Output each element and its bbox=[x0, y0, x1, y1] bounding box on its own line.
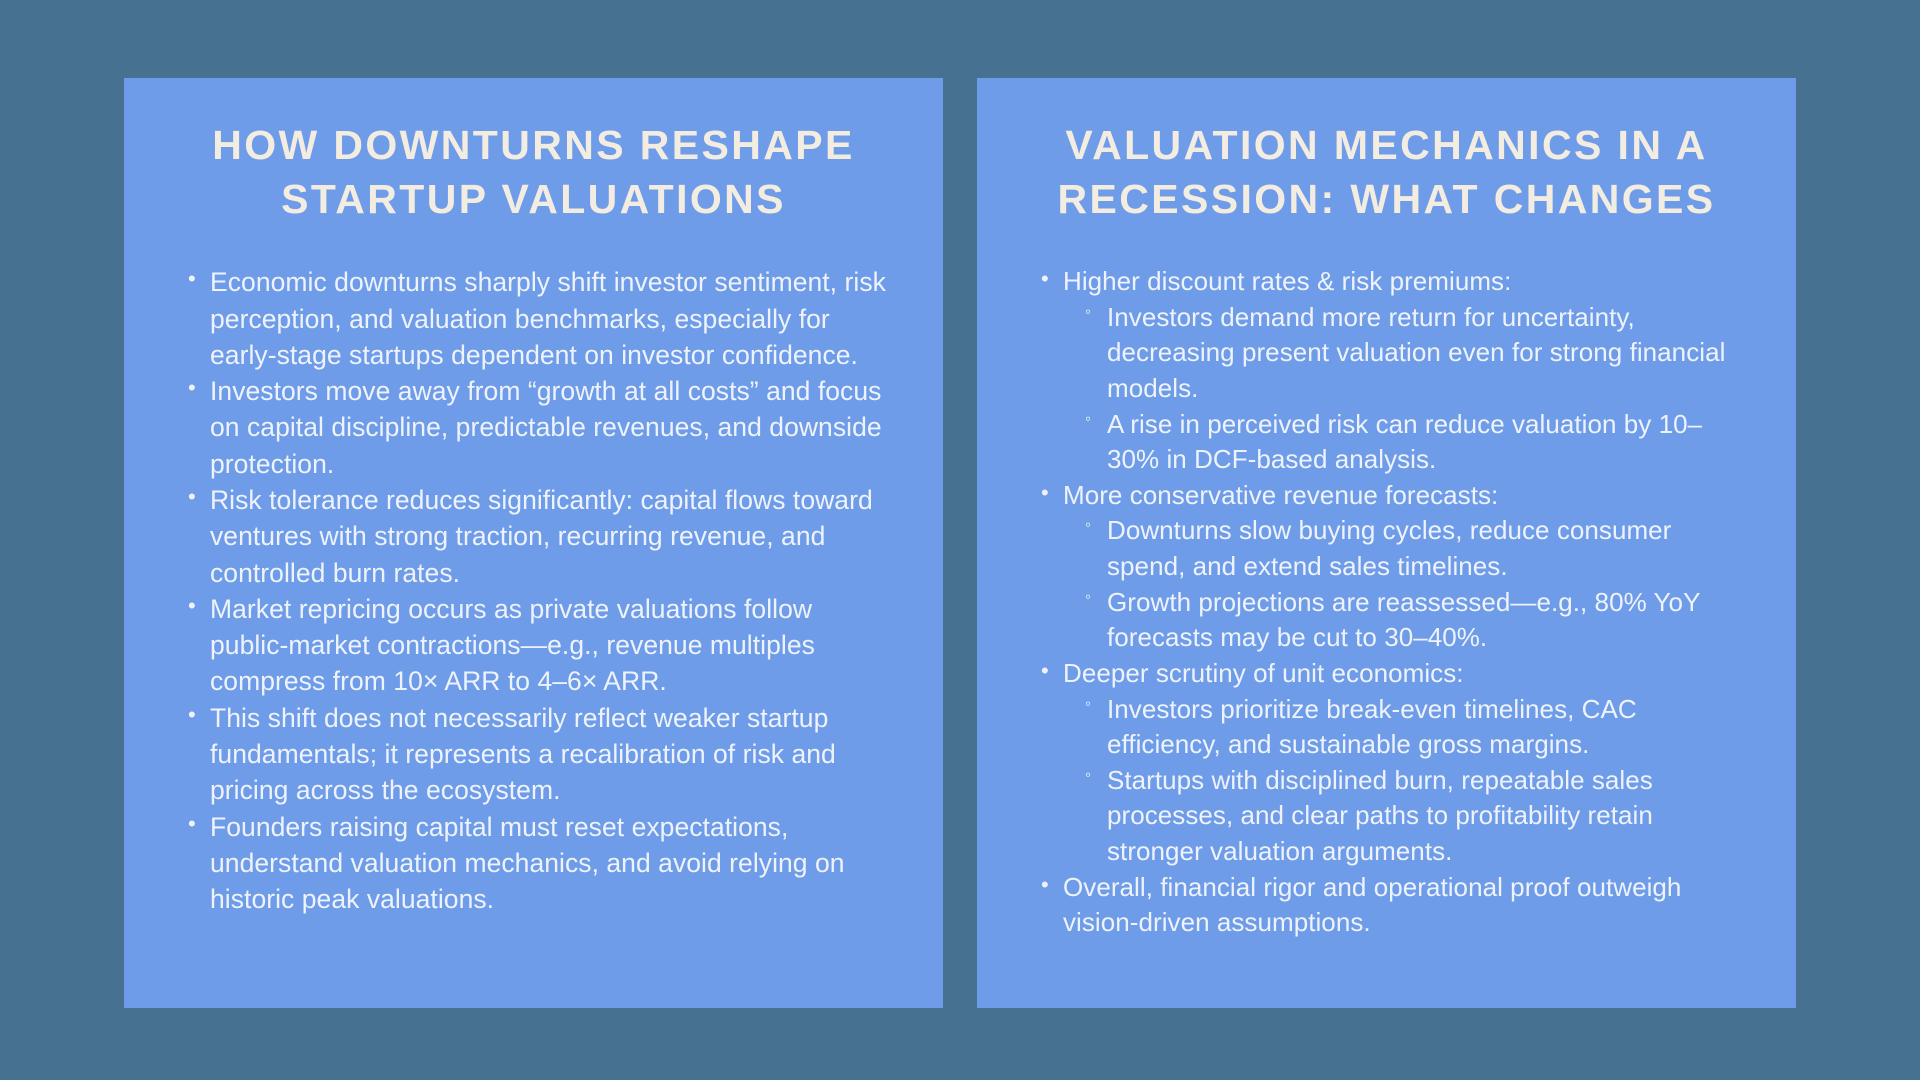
bullet-circle-icon: ◦ bbox=[1085, 764, 1092, 784]
bullet-disc-icon: • bbox=[1041, 657, 1049, 683]
list-item-text: Deeper scrutiny of unit economics: bbox=[1063, 657, 1464, 688]
list-item-text: Overall, financial rigor and operational proof outweigh vision-driven assumptions. bbox=[1063, 871, 1682, 938]
bullet-disc-icon: • bbox=[1041, 479, 1049, 505]
card-how-downturns-reshape-startup-valuations bbox=[124, 78, 943, 1008]
list-item bbox=[170, 373, 897, 482]
bullet-disc-icon: • bbox=[188, 810, 196, 836]
list-item-text: Startups with disciplined burn, repeatable sales processes, and clear paths to profitability retain stronger valuation arguments. bbox=[1107, 764, 1653, 866]
list-item bbox=[1023, 478, 1750, 514]
list-item-text: Market repricing occurs as private valuations follow public-market contractions—e.g., revenue multiples compress from 10× ARR to 4–6× ARR. bbox=[210, 593, 815, 697]
list-item bbox=[1023, 763, 1750, 870]
list-item-text: This shift does not necessarily reflect weaker startup fundamentals; it represents a recalibration of risk and pricing across the ecosystem. bbox=[210, 702, 836, 806]
list-item-text: Investors move away from “growth at all costs” and focus on capital discipline, predictable revenues, and downside protection. bbox=[210, 376, 882, 479]
list-item bbox=[1023, 513, 1750, 584]
bullet-disc-icon: • bbox=[188, 701, 196, 727]
bullet-circle-icon: ◦ bbox=[1085, 408, 1092, 428]
list-item bbox=[1023, 870, 1750, 941]
bullet-disc-icon: • bbox=[1041, 871, 1049, 897]
list-item bbox=[1023, 656, 1750, 692]
list-item-text: Risk tolerance reduces significantly: capital flows toward ventures with strong traction, recurring revenue, and controlled burn rates. bbox=[210, 485, 873, 588]
card-title: VALUATION MECHANICS IN A RECESSION: WHAT CHANGES bbox=[1057, 122, 1716, 223]
list-item bbox=[170, 809, 897, 918]
list-item-text: Investors prioritize break-even timelines, CAC efficiency, and sustainable gross margins. bbox=[1107, 693, 1637, 760]
bullet-list bbox=[170, 264, 897, 917]
list-item-text: Growth projections are reassessed—e.g., 80% YoY forecasts may be cut to 30–40%. bbox=[1107, 586, 1700, 653]
bullet-circle-icon: ◦ bbox=[1085, 693, 1092, 713]
bullet-circle-icon: ◦ bbox=[1085, 301, 1092, 321]
list-item bbox=[1023, 585, 1750, 656]
list-item-text: Investors demand more return for uncertainty, decreasing present valuation even for strong financial models. bbox=[1107, 301, 1726, 404]
list-item bbox=[1023, 407, 1750, 478]
list-item bbox=[1023, 300, 1750, 407]
list-item-text: Founders raising capital must reset expectations, understand valuation mechanics, and avoid relying on historic peak valuations. bbox=[210, 811, 845, 915]
card-title: HOW DOWNTURNS RESHAPE STARTUP VALUATIONS bbox=[212, 122, 855, 223]
list-item bbox=[170, 700, 897, 809]
bullet-circle-icon: ◦ bbox=[1085, 515, 1092, 535]
list-item bbox=[170, 591, 897, 700]
bullet-disc-icon: • bbox=[188, 266, 196, 292]
card-valuation-mechanics-in-a-recession-what-changes bbox=[977, 78, 1796, 1008]
bullet-disc-icon: • bbox=[188, 375, 196, 401]
list-item bbox=[1023, 264, 1750, 300]
list-item-text: Economic downturns sharply shift investor sentiment, risk perception, and valuation benchmarks, especially for early-stage startups dependent on investor confidence. bbox=[210, 267, 886, 370]
list-item-text: A rise in perceived risk can reduce valuation by 10–30% in DCF-based analysis. bbox=[1107, 408, 1703, 475]
bullet-disc-icon: • bbox=[188, 592, 196, 618]
list-item bbox=[170, 264, 897, 373]
list-item-text: Downturns slow buying cycles, reduce consumer spend, and extend sales timelines. bbox=[1107, 515, 1672, 582]
bullet-disc-icon: • bbox=[188, 484, 196, 509]
list-item bbox=[1023, 692, 1750, 763]
bullet-disc-icon: • bbox=[1041, 266, 1049, 292]
bullet-circle-icon: ◦ bbox=[1085, 586, 1092, 606]
bullet-list bbox=[1023, 264, 1750, 941]
list-item-text: Higher discount rates & risk premiums: bbox=[1063, 266, 1512, 297]
list-item-text: More conservative revenue forecasts: bbox=[1063, 479, 1499, 510]
list-item bbox=[170, 482, 897, 591]
